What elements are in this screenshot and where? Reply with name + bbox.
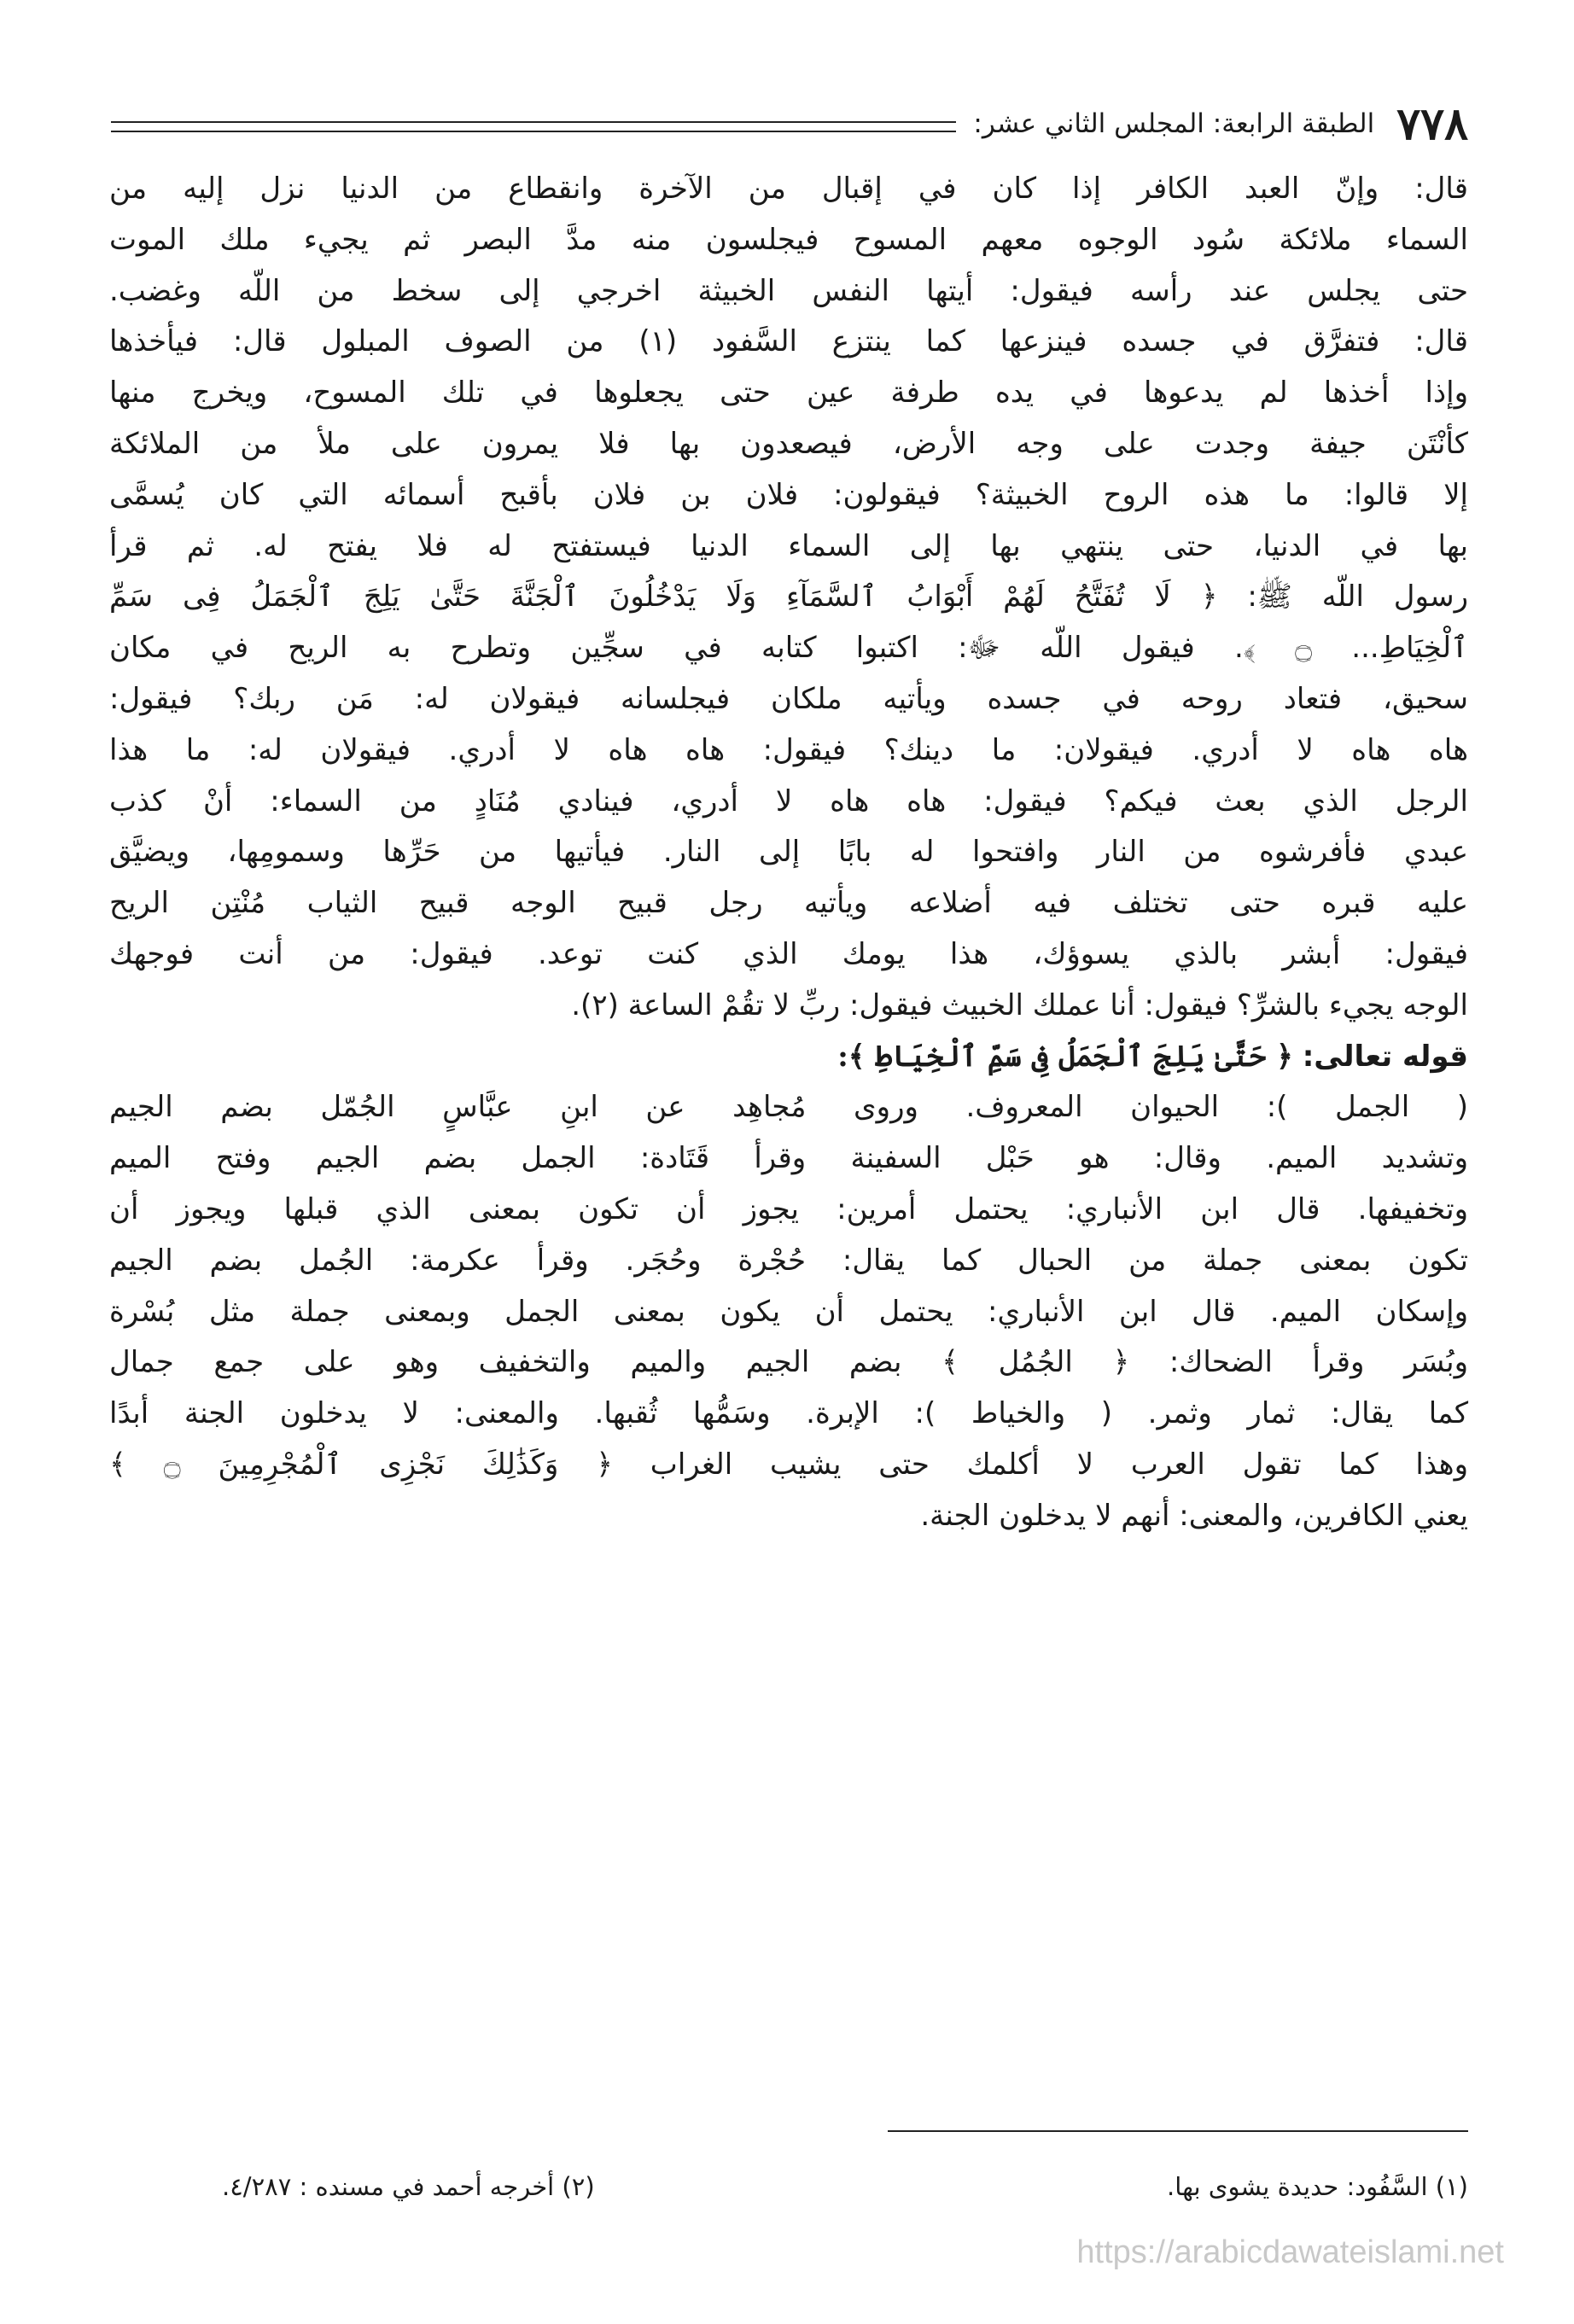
text-line: وتخفيفها. قال ابن الأنباري: يحتمل أمرين: يجوز أن تكون بمعنى الذي قبلها ويجوز أن [109, 1191, 1468, 1226]
heading-verse: ﴿ حَتَّىٰ يَلِجَ ٱلْجَمَلُ فِى سَمِّ ٱلْخِيَاطِ ﴾: [837, 1039, 1293, 1074]
text-line: وإسكان الميم. قال ابن الأنباري: يحتمل أن يكون بمعنى الجمل وبمعنى جملة مثل بُسْرة [109, 1294, 1468, 1329]
watermark-url: https://arabicdawateislami.net [1076, 2234, 1504, 2270]
text-line: وهذا كما تقول العرب لا أكلمك حتى يشيب الغراب ﴿ وَكَذَٰلِكَ نَجْزِى ٱلْمُجْرِمِينَ ۝ ﴾ [109, 1447, 1469, 1482]
text-line: قال: فتفرَّق في جسده فينزعها كما ينتزع السَّفود (١) من الصوف المبلول قال: فيأخذها [109, 324, 1468, 359]
text-line: كما يقال: ثمار وثمر. ( والخياط ): الإبرة. وسَمُّها ثُقبها. والمعنى: لا يدخلون الجنة أبدًا [109, 1396, 1468, 1431]
footnote-1: (١) السَّفُود: حديدة يشوى بها. [1167, 2172, 1468, 2201]
main-text [109, 164, 1468, 1542]
text-line: عليه قبره حتى تختلف فيه أضلاعه ويأتيه رجل قبيح الوجه قبيح الثياب مُنْتِن الريح [109, 886, 1468, 921]
page-number: ٧٧٨ [1396, 97, 1468, 150]
text-line: وإذا أخذها لم يدعوها في يده طرفة عين حتى يجعلوها في تلك المسوح، ويخرج منها [109, 376, 1468, 411]
footnote-divider [888, 2130, 1468, 2132]
footnote-2: (٢) أخرجه أحمد في مسنده : ٤/٢٨٧. [222, 2172, 595, 2201]
text-line: عبدي فأفرشوه من النار وافتحوا له بابًا إلى النار. فيأتيها من حَرِّها وسمومِها، ويضيَّق [109, 835, 1468, 870]
text-line: سحيق، فتعاد روحه في جسده ويأتيه ملكان فيجلسانه فيقولان له: مَن ربك؟ فيقول: [109, 681, 1468, 716]
text-line: وتشديد الميم. وقال: هو حَبْل السفينة وقرأ قَتَادة: الجمل بضم الجيم وفتح الميم [109, 1141, 1468, 1176]
text-line: تكون بمعنى جملة من الحبال كما يقال: حُجْرة وحُجَر. وقرأ عكرمة: الجُمل بضم الجيم [109, 1243, 1468, 1278]
heading-label: قوله تعالى: [1302, 1039, 1468, 1074]
text-line: حتى يجلس عند رأسه فيقول: أيتها النفس الخبيثة اخرجي إلى سخط من اللّه وغضب. [109, 273, 1468, 308]
text-line: إلا قالوا: ما هذه الروح الخبيثة؟ فيقولون: فلان بن فلان بأقبح أسمائه التي كان يُسمَّى [109, 477, 1468, 512]
page-header [111, 94, 1468, 154]
text-line: هاه هاه لا أدري. فيقولان: ما دينك؟ فيقول: هاه هاه لا أدري. فيقولان له: ما هذا [109, 732, 1468, 767]
footnotes [222, 2172, 1468, 2201]
text-line: الوجه يجيء بالشرِّ؟ فيقول: أنا عملك الخبيث فيقول: ربِّ لا تقُمْ الساعة (٢). [571, 987, 1468, 1022]
text-line: وبُسَر وقرأ الضحاك: ﴿ الجُمُل ﴾ بضم الجيم والميم والتخفيف وهو على جمع جمال [109, 1345, 1468, 1380]
text-line: ( الجمل ): الحيوان المعروف. وروى مُجاهِد عن ابنِ عبَّاسٍ الجُمّل بضم الجيم [109, 1090, 1468, 1125]
text-line: ٱلْخِيَاطِ... ۝ ﴾. فيقول اللّه ﷻ: اكتبوا كتابه في سجِّين وتطرح به الريح في مكان [109, 631, 1469, 666]
text-line: بها في الدنيا، حتى ينتهي بها إلى السماء الدنيا فيستفتح له فلا يفتح له. ثم قرأ [109, 528, 1468, 563]
running-title: الطبقة الرابعة: المجلس الثاني عشر: [973, 108, 1375, 139]
text-line: الرجل الذي بعث فيكم؟ فيقول: هاه هاه لا أدري، فينادي مُنَادٍ من السماء: أنْ كذب [109, 783, 1468, 818]
text-line: فيقول: أبشر بالذي يسوؤك، هذا يومك الذي كنت توعد. فيقول: من أنت فوجهك [109, 936, 1468, 971]
text-line: يعني الكافرين، والمعنى: أنهم لا يدخلون الجنة. [920, 1498, 1468, 1533]
text-line: قال: وإنّ العبد الكافر إذا كان في إقبال من الآخرة وانقطاع من الدنيا نزل إليه من [109, 172, 1468, 206]
text-line: كأنْتَن جيفة وجدت على وجه الأرض، فيصعدون بها فلا يمرون على ملأ من الملائكة [109, 426, 1468, 461]
text-line: رسول اللّه ﷺ: ﴿ لَا تُفَتَّحُ لَهُمْ أَبْوَابُ ٱلسَّمَآءِ وَلَا يَدْخُلُونَ ٱلْجَنَّةَ حَتَّىٰ يَلِجَ ٱلْجَمَلُ فِى سَمِّ [109, 580, 1468, 614]
header-rule [111, 121, 956, 132]
text-line: السماء ملائكة سُود الوجوه معهم المسوح فيجلسون منه مدَّ البصر ثم يجيء ملك الموت [109, 222, 1468, 257]
section-heading [109, 1032, 1468, 1083]
